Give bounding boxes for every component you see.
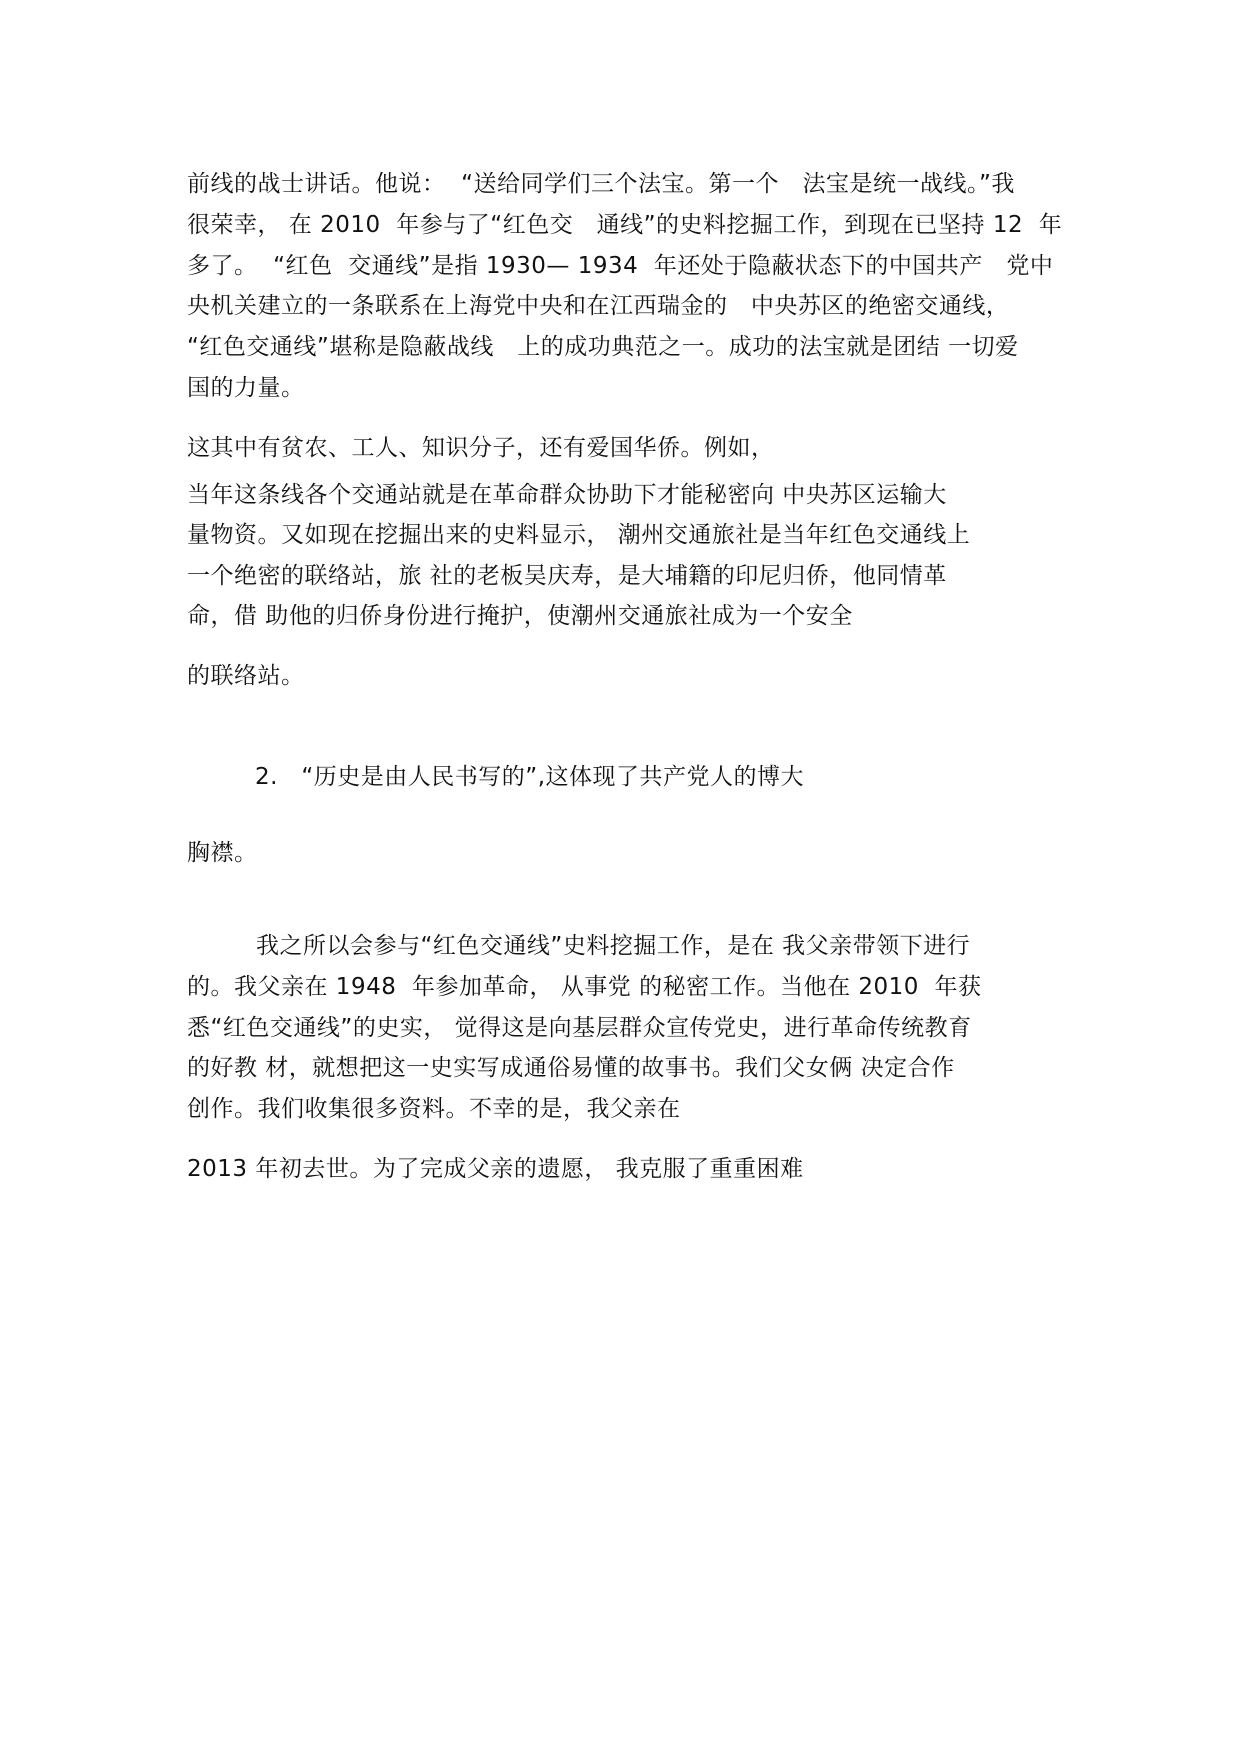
text-line: 命，借 助他的归侨身份进行掩护，使潮州交通旅社成为一个安全	[187, 603, 853, 629]
text-line: 这其中有贫农、工人、知识分子，还有爱国华侨。例如，	[187, 435, 775, 461]
text-line: 创作。我们收集很多资料。不幸的是，我父亲在	[187, 1096, 681, 1122]
text-line: 很荣幸， 在 2010 年参与了“红色交 通线”的史料挖掘工作，到现在已坚持 12 年	[187, 212, 1063, 238]
text-line: 多了。 “红色 交通线”是指 1930— 1934 年还处于隐蔽状态下的中国共产 党中	[187, 253, 1054, 279]
text-line: 前线的战士讲话。他说： “送给同学们三个法宝。第一个 法宝是统一战线。”我	[187, 171, 1015, 197]
text-line: “红色交通线”堪称是隐蔽战线 上的成功典范之一。成功的法宝就是团结 一切爱	[187, 334, 1019, 360]
text-line: 当年这条线各个交通站就是在革命群众协助下才能秘密向 中央苏区运输大	[187, 482, 947, 508]
text-line: 的好教 材，就想把这一史实写成通俗易懂的故事书。我们父女俩 决定合作	[187, 1055, 955, 1081]
section-heading-line: 2. “历史是由人民书写的”,这体现了共产党人的博大	[255, 764, 805, 790]
text-line: 量物资。又如现在挖掘出来的史料显示， 潮州交通旅社是当年红色交通线上	[187, 522, 971, 548]
text-line: 悉“红色交通线”的史实， 觉得这是向基层群众宣传党史，进行革命传统教育	[187, 1015, 972, 1041]
text-line: 一个绝密的联络站，旅 社的老板吴庆寿，是大埔籍的印尼归侨，他同情革	[187, 563, 947, 589]
text-line: 2013 年初去世。为了完成父亲的遗愿， 我克服了重重困难	[187, 1156, 804, 1182]
section-heading-line: 胸襟。	[187, 840, 258, 866]
text-line: 国的力量。	[187, 375, 305, 401]
text-line: 的联络站。	[187, 663, 305, 689]
text-line: 的。我父亲在 1948 年参加革命， 从事党 的秘密工作。当他在 2010 年获	[187, 974, 982, 1000]
text-line: 央机关建立的一条联系在上海党中央和在江西瑞金的 中央苏区的绝密交通线，	[187, 293, 1010, 319]
text-line: 我之所以会参与“红色交通线”史料挖掘工作，是在 我父亲带领下进行	[256, 933, 971, 959]
